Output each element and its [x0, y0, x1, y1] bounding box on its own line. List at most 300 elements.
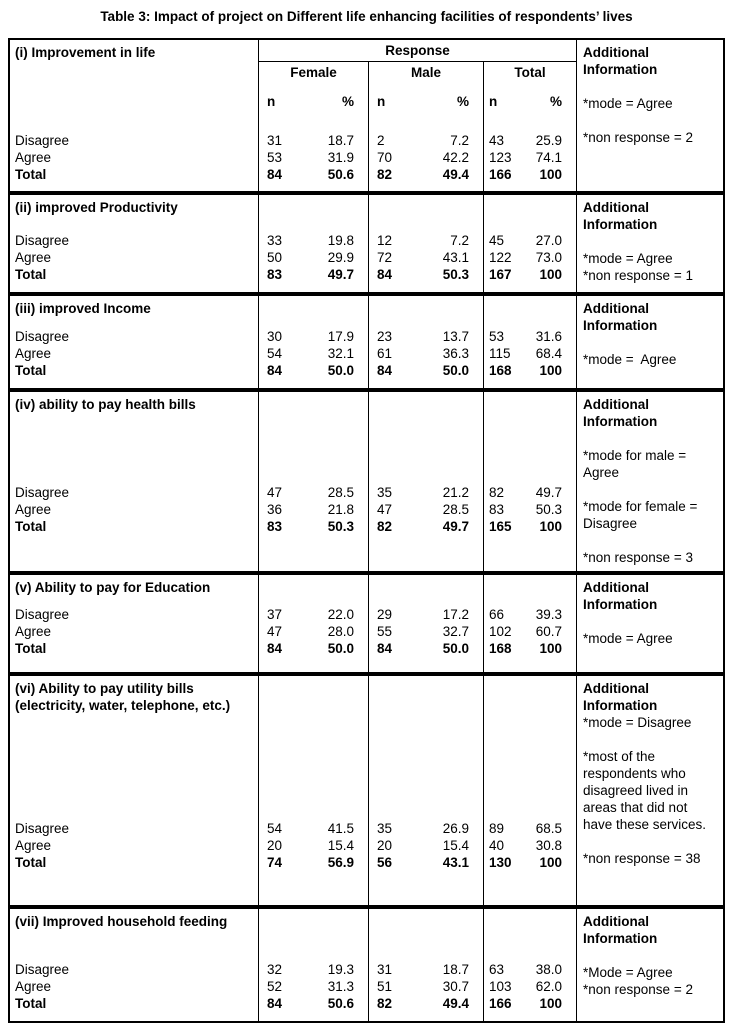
value-row	[484, 961, 576, 978]
section-title: (v) Ability to pay for Education	[15, 580, 211, 595]
additional-info-line: *non response = 1	[583, 268, 693, 283]
n-label: n	[377, 94, 386, 109]
row-label: Agree	[15, 838, 52, 853]
value-row	[259, 820, 368, 837]
pct-value: 50.3	[327, 519, 354, 534]
n-value: 84	[267, 167, 283, 182]
value-row	[369, 266, 483, 283]
value-row	[484, 820, 576, 837]
pct-value: 21.2	[442, 485, 469, 500]
value-row	[369, 328, 483, 345]
total-column	[484, 296, 577, 388]
value-rows	[369, 820, 483, 905]
value-row	[259, 266, 368, 283]
pct-value: 68.5	[535, 821, 562, 836]
value-row	[369, 484, 483, 501]
additional-info-line	[583, 833, 717, 850]
pct-value: 62.0	[535, 979, 562, 994]
n-value: 20	[267, 838, 283, 853]
table-section	[10, 292, 723, 388]
additional-info-line: *non response = 38	[583, 851, 701, 866]
n-value: 102	[489, 624, 512, 639]
label-column	[10, 676, 259, 905]
n-value: 83	[267, 519, 283, 534]
female-column	[259, 296, 369, 388]
n-value: 61	[377, 346, 393, 361]
value-row	[259, 623, 368, 640]
row-label: Agree	[15, 502, 52, 517]
label-column	[10, 296, 259, 388]
pct-value: 29.9	[327, 250, 354, 265]
label-column	[10, 909, 259, 1021]
row-label: Disagree	[15, 233, 70, 248]
additional-info-column	[577, 40, 723, 191]
male-column	[369, 909, 484, 1021]
pct-label: %	[341, 94, 354, 109]
label-column	[10, 40, 259, 191]
value-row	[369, 961, 483, 978]
value-rows	[369, 484, 483, 571]
row-labels	[10, 606, 258, 672]
value-row	[369, 623, 483, 640]
row-label: Disagree	[15, 607, 70, 622]
response-header: Response	[259, 40, 576, 62]
value-row	[369, 518, 483, 535]
row-labels	[10, 820, 258, 905]
value-row	[484, 995, 576, 1012]
value-row	[369, 232, 483, 249]
additional-info-line: *mode = Agree	[583, 96, 673, 111]
pct-value: 68.4	[535, 346, 562, 361]
row-label: Total	[15, 855, 47, 870]
male-column	[369, 575, 484, 672]
pct-value: 43.1	[442, 250, 469, 265]
n-value: 47	[267, 485, 283, 500]
row-labels	[10, 961, 258, 1021]
pct-value: 50.0	[327, 363, 354, 378]
value-row	[259, 249, 368, 266]
label-column	[10, 195, 259, 292]
value-row	[484, 362, 576, 379]
value-row	[259, 961, 368, 978]
pct-value: 30.7	[442, 979, 469, 994]
row-label: Total	[15, 363, 47, 378]
pct-value: 74.1	[535, 150, 562, 165]
row-label: Agree	[15, 346, 52, 361]
pct-value: 50.0	[442, 641, 469, 656]
value-row	[369, 854, 483, 871]
row-label: Disagree	[15, 485, 70, 500]
pct-value: 28.0	[327, 624, 354, 639]
n-value: 37	[267, 607, 283, 622]
male-column	[369, 676, 484, 905]
value-row	[484, 606, 576, 623]
additional-info-line: *Mode = Agree	[583, 965, 673, 980]
pct-value: 50.3	[442, 267, 469, 282]
group-header: Male	[410, 65, 441, 80]
value-row	[484, 149, 576, 166]
pct-value: 32.1	[327, 346, 354, 361]
pct-value: 18.7	[442, 962, 469, 977]
group-header: Total	[514, 65, 546, 80]
female-column	[259, 909, 369, 1021]
pct-value: 17.2	[442, 607, 469, 622]
value-rows	[484, 328, 576, 388]
n-label: n	[267, 94, 276, 109]
pct-value: 50.3	[535, 502, 562, 517]
pct-value: 100	[539, 519, 562, 534]
row-label: Agree	[15, 624, 52, 639]
n-value: 50	[267, 250, 283, 265]
value-row	[259, 149, 368, 166]
additional-info-line: *mode = Disagree	[583, 715, 692, 730]
additional-info-line: *non response = 2	[583, 130, 693, 145]
total-column	[484, 195, 577, 292]
value-row	[259, 640, 368, 657]
pct-value: 43.1	[442, 855, 469, 870]
pct-value: 49.7	[442, 519, 469, 534]
additional-info-line	[583, 481, 717, 498]
value-row	[369, 837, 483, 854]
n-value: 2	[377, 133, 385, 148]
row-label: Disagree	[15, 821, 70, 836]
label-column	[10, 392, 259, 571]
additional-info-line	[583, 532, 717, 549]
pct-value: 31.9	[327, 150, 354, 165]
value-rows	[484, 606, 576, 672]
n-value: 53	[489, 329, 505, 344]
value-row	[369, 978, 483, 995]
pct-value: 100	[539, 641, 562, 656]
n-value: 130	[489, 855, 512, 870]
pct-value: 13.7	[442, 329, 469, 344]
n-pct-header	[484, 93, 576, 110]
value-row	[369, 606, 483, 623]
n-value: 56	[377, 855, 393, 870]
value-row	[259, 606, 368, 623]
n-value: 32	[267, 962, 283, 977]
additional-info-line: *mode = Agree	[583, 251, 673, 266]
value-row	[484, 837, 576, 854]
pct-value: 19.3	[327, 962, 354, 977]
additional-info-line: *non response = 3	[583, 550, 693, 565]
additional-info-column	[577, 575, 723, 672]
row-label: Total	[15, 519, 47, 534]
n-value: 29	[377, 607, 393, 622]
row-labels	[10, 132, 258, 191]
additional-info-line	[583, 731, 717, 748]
table-section	[10, 571, 723, 672]
n-value: 31	[377, 962, 393, 977]
pct-value: 60.7	[535, 624, 562, 639]
pct-value: 22.0	[327, 607, 354, 622]
value-row	[484, 166, 576, 183]
additional-info-line	[583, 613, 717, 630]
row-labels	[10, 232, 258, 292]
row-labels	[10, 484, 258, 571]
n-value: 84	[377, 267, 393, 282]
table-section	[10, 905, 723, 1021]
n-value: 103	[489, 979, 512, 994]
pct-value: 7.2	[450, 133, 469, 148]
pct-label: %	[456, 94, 469, 109]
results-table	[8, 38, 725, 1023]
value-row	[259, 166, 368, 183]
additional-info-line	[583, 334, 717, 351]
row-label: Agree	[15, 979, 52, 994]
value-row	[259, 501, 368, 518]
n-value: 84	[267, 363, 283, 378]
value-row	[259, 995, 368, 1012]
n-value: 122	[489, 250, 512, 265]
value-row	[369, 362, 483, 379]
total-column	[484, 392, 577, 571]
value-rows	[369, 961, 483, 1021]
page-title: Table 3: Impact of project on Different life enhancing facilities of respondents’ lives	[100, 9, 633, 24]
additional-info-title: Additional Information	[583, 681, 658, 713]
pct-label: %	[549, 94, 562, 109]
pct-value: 18.7	[327, 133, 354, 148]
additional-info-column	[577, 676, 723, 905]
n-value: 30	[267, 329, 283, 344]
value-rows	[259, 132, 368, 191]
value-rows	[369, 132, 483, 191]
pct-value: 7.2	[450, 233, 469, 248]
value-row	[259, 518, 368, 535]
value-row	[369, 132, 483, 149]
table-section	[10, 672, 723, 905]
n-value: 74	[267, 855, 283, 870]
value-row	[484, 232, 576, 249]
section-title: (ii) improved Productivity	[15, 200, 178, 215]
n-value: 84	[377, 363, 393, 378]
section-title: (iii) improved Income	[15, 301, 151, 316]
n-value: 165	[489, 519, 512, 534]
n-value: 123	[489, 150, 512, 165]
additional-info-column	[577, 392, 723, 571]
n-value: 166	[489, 996, 512, 1011]
n-value: 55	[377, 624, 393, 639]
section-title: (vii) Improved household feeding	[15, 914, 228, 929]
n-value: 166	[489, 167, 512, 182]
table-section	[10, 40, 723, 191]
value-row	[369, 501, 483, 518]
value-row	[484, 132, 576, 149]
value-row	[259, 345, 368, 362]
value-row	[484, 623, 576, 640]
pct-value: 49.4	[442, 996, 469, 1011]
n-value: 47	[267, 624, 283, 639]
pct-value: 21.8	[327, 502, 354, 517]
row-labels	[10, 328, 258, 388]
value-row	[259, 232, 368, 249]
pct-value: 15.4	[327, 838, 354, 853]
n-value: 82	[377, 167, 393, 182]
value-row	[259, 328, 368, 345]
value-row	[369, 249, 483, 266]
pct-value: 50.6	[327, 996, 354, 1011]
value-row	[259, 484, 368, 501]
label-column	[10, 575, 259, 672]
additional-info-line: *mode = Agree	[583, 631, 673, 646]
pct-value: 100	[539, 267, 562, 282]
total-column	[484, 575, 577, 672]
n-value: 83	[267, 267, 283, 282]
value-row	[484, 518, 576, 535]
female-column	[259, 40, 369, 191]
male-column	[369, 40, 484, 191]
value-rows	[369, 328, 483, 388]
value-row	[484, 501, 576, 518]
n-pct-header	[259, 93, 368, 110]
value-rows	[484, 232, 576, 292]
additional-info-line	[583, 78, 717, 95]
value-row	[484, 484, 576, 501]
row-label: Disagree	[15, 329, 70, 344]
n-value: 35	[377, 485, 393, 500]
additional-info-line: *non response = 2	[583, 982, 693, 997]
value-row	[369, 995, 483, 1012]
pct-value: 41.5	[327, 821, 354, 836]
pct-value: 49.7	[327, 267, 354, 282]
row-label: Agree	[15, 150, 52, 165]
n-value: 72	[377, 250, 393, 265]
total-column	[484, 909, 577, 1021]
pct-value: 36.3	[442, 346, 469, 361]
pct-value: 73.0	[535, 250, 562, 265]
n-value: 23	[377, 329, 393, 344]
additional-info-title: Additional Information	[583, 301, 658, 333]
n-value: 35	[377, 821, 393, 836]
value-rows	[484, 961, 576, 1021]
row-label: Total	[15, 167, 47, 182]
n-value: 167	[489, 267, 512, 282]
value-rows	[259, 484, 368, 571]
pct-value: 100	[539, 167, 562, 182]
value-rows	[259, 820, 368, 905]
n-value: 12	[377, 233, 393, 248]
n-value: 54	[267, 821, 283, 836]
female-column	[259, 392, 369, 571]
female-column	[259, 575, 369, 672]
value-rows	[259, 606, 368, 672]
row-label: Total	[15, 996, 47, 1011]
pct-value: 27.0	[535, 233, 562, 248]
value-rows	[369, 232, 483, 292]
additional-info-line	[583, 112, 717, 129]
pct-value: 50.6	[327, 167, 354, 182]
n-value: 45	[489, 233, 505, 248]
female-column	[259, 676, 369, 905]
pct-value: 25.9	[535, 133, 562, 148]
value-row	[369, 149, 483, 166]
n-value: 82	[377, 519, 393, 534]
additional-info-line: *mode for male = Agree	[583, 448, 690, 480]
additional-info-line	[583, 947, 717, 964]
n-value: 83	[489, 502, 505, 517]
n-value: 84	[377, 641, 393, 656]
pct-value: 100	[539, 996, 562, 1011]
n-value: 51	[377, 979, 393, 994]
value-row	[484, 266, 576, 283]
n-value: 168	[489, 641, 512, 656]
male-column	[369, 195, 484, 292]
pct-value: 42.2	[442, 150, 469, 165]
value-row	[484, 249, 576, 266]
pct-value: 28.5	[442, 502, 469, 517]
n-value: 54	[267, 346, 283, 361]
additional-info-line	[583, 233, 717, 250]
female-column	[259, 195, 369, 292]
n-value: 53	[267, 150, 283, 165]
additional-info-title: Additional Information	[583, 580, 658, 612]
additional-info-line: *most of the respondents who disagreed lived in areas that did not have these services.	[583, 749, 707, 832]
additional-info-line	[583, 430, 717, 447]
n-label: n	[489, 94, 498, 109]
value-row	[484, 328, 576, 345]
value-rows	[369, 606, 483, 672]
additional-info-line: *mode for female = Disagree	[583, 499, 702, 531]
additional-info-title: Additional Information	[583, 397, 658, 429]
value-rows	[484, 820, 576, 905]
value-row	[259, 132, 368, 149]
table-section	[10, 191, 723, 292]
n-value: 115	[489, 346, 511, 361]
pct-value: 100	[539, 363, 562, 378]
row-label: Agree	[15, 250, 52, 265]
pct-value: 17.9	[327, 329, 354, 344]
table-body	[10, 40, 723, 1021]
value-rows	[259, 961, 368, 1021]
pct-value: 39.3	[535, 607, 562, 622]
additional-info-title: Additional Information	[583, 200, 658, 232]
row-label: Disagree	[15, 133, 70, 148]
additional-info-column	[577, 909, 723, 1021]
additional-info-line: *mode = Agree	[583, 352, 677, 367]
pct-value: 38.0	[535, 962, 562, 977]
n-value: 84	[267, 641, 283, 656]
n-value: 33	[267, 233, 283, 248]
n-pct-header	[369, 93, 483, 110]
value-row	[484, 978, 576, 995]
row-label: Total	[15, 641, 47, 656]
n-value: 40	[489, 838, 505, 853]
n-value: 70	[377, 150, 393, 165]
n-value: 43	[489, 133, 505, 148]
value-rows	[259, 232, 368, 292]
pct-value: 31.3	[327, 979, 354, 994]
value-row	[369, 820, 483, 837]
n-value: 82	[489, 485, 505, 500]
n-value: 82	[377, 996, 393, 1011]
value-rows	[259, 328, 368, 388]
pct-value: 56.9	[327, 855, 354, 870]
additional-info-column	[577, 296, 723, 388]
value-rows	[484, 484, 576, 571]
value-row	[259, 362, 368, 379]
section-title: (vi) Ability to pay utility bills (electricity, water, telephone, etc.)	[15, 681, 231, 713]
pct-value: 19.8	[327, 233, 354, 248]
value-row	[484, 854, 576, 871]
male-column	[369, 296, 484, 388]
value-row	[484, 345, 576, 362]
group-header: Female	[290, 65, 337, 80]
table-section	[10, 388, 723, 571]
value-row	[484, 640, 576, 657]
value-row	[369, 166, 483, 183]
n-value: 47	[377, 502, 393, 517]
pct-value: 50.0	[442, 363, 469, 378]
